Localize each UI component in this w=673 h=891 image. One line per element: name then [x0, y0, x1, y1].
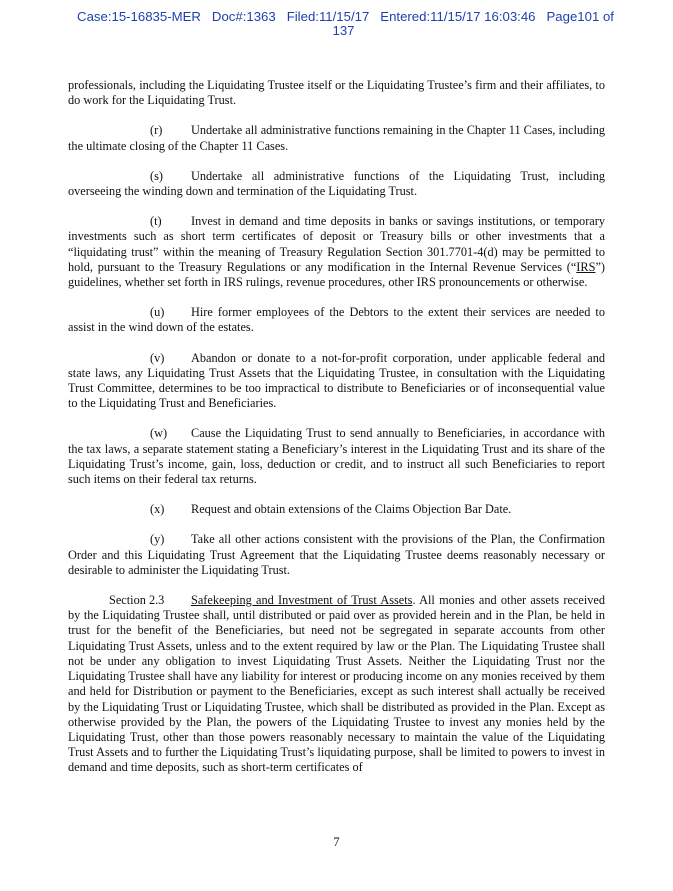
item-text: Hire former employees of the Debtors to the extent their services are needed to assist in the wind down of the estates. [68, 305, 605, 335]
item-label: (r) [150, 123, 163, 138]
list-item-t [68, 214, 605, 290]
list-item-x [68, 502, 605, 517]
item-label: (t) [150, 214, 162, 229]
document-body [68, 78, 605, 776]
list-item-s [68, 169, 605, 199]
filing-header-line-2: 137 [332, 23, 355, 38]
section-body: . All monies and other assets received by the Liquidating Trustee shall, until distributed or paid over as provided herein and in the Plan, be held in trust for the benefit of the Beneficiaries, but need not be segregated in separate accounts from other Liquidating Trust Assets, unless and to the extent required by law or the Plan. The Liquidating Trustee shall not be under any obligation to invest Liquidating Trust Assets. Neither the Liquidating Trust nor the Liquidating Trustee shall have any liability for interest or producing income on any monies received by them and held for Distribution or payment to the Beneficiaries, except as such interest shall actually be received by the Liquidating Trust or Liquidating Trustee, which shall be distributed as provided in the Plan. Except as otherwise provided by the Plan, the powers of the Liquidating Trustee to invest any monies held by the Liquidating Trust, other than those powers reasonably necessary to maintain the value of the Liquidating Trust Assets and to further the Liquidating Trust’s liquidating purpose, shall be limited to powers to invest in demand and time deposits, such as short-term certificates of [68, 593, 605, 775]
list-item-y [68, 532, 605, 578]
item-text: Request and obtain extensions of the Claims Objection Bar Date. [191, 502, 512, 517]
list-item-v [68, 351, 605, 412]
list-item-u [68, 305, 605, 335]
item-text: Invest in demand and time deposits in banks or savings institutions, or temporary investments such as short term certificates of deposit or Treasury bills or other investments that a “liquidating trust” within the meaning of Treasury Regulation Section 301.7701-4(d) may be permitted to hold, pursuant to the Treasury Regulations or any modification in the Internal Revenue Services (“ [68, 214, 605, 274]
item-text: Undertake all administrative functions of the Liquidating Trust, including overseeing the winding down and termination of the Liquidating Trust. [68, 168, 605, 199]
item-text: Abandon or donate to a not-for-profit corporation, under applicable federal and state laws, any Liquidating Trust Assets that the Liquidating Trustee, in consultation with the Liquidating Trust Committee, determines to be too impractical to distribute to Beneficiaries or of inconsequential value to the Liquidating Trust and Beneficiaries. [68, 350, 605, 411]
page-number: 7 [333, 835, 340, 849]
court-filing-header [0, 10, 673, 38]
item-label: (v) [150, 350, 165, 365]
item-label: (s) [150, 168, 163, 183]
section-number: Section 2.3 [109, 593, 165, 608]
item-text: Undertake all administrative functions remaining in the Chapter 11 Cases, including the ultimate closing of the Chapter 11 Cases. [68, 123, 605, 153]
section-heading: Safekeeping and Investment of Trust Assets [191, 593, 413, 608]
section-2-3-paragraph [68, 593, 605, 775]
item-label: (x) [150, 502, 165, 517]
item-text: Cause the Liquidating Trust to send annually to Beneficiaries, in accordance with the tax laws, a separate statement stating a Beneficiary’s interest in the Liquidating Trust and its share of the Liquidating Trust’s income, gain, loss, deduction or credit, and to instruct all such Beneficiaries to report such items on their federal tax returns. [68, 426, 605, 487]
continuation-paragraph: professionals, including the Liquidating Trustee itself or the Liquidating Trustee’s firm and their affiliates, to do work for the Liquidating Trust. [68, 78, 605, 108]
defined-term-irs: IRS [576, 259, 596, 274]
item-label: (u) [150, 305, 165, 320]
list-item-r [68, 123, 605, 153]
filing-header-line-1: Case:15-16835-MER Doc#:1363 Filed:11/15/17 Entered:11/15/17 16:03:46 Page101 of [77, 9, 614, 24]
item-label: (w) [150, 426, 168, 441]
item-label: (y) [150, 532, 165, 547]
list-item-w [68, 426, 605, 487]
item-text: Take all other actions consistent with the provisions of the Plan, the Confirmation Order and this Liquidating Trust Agreement that the Liquidating Trustee deems reasonably necessary or desirable to administer the Liquidating Trust. [68, 532, 605, 577]
item-text-after: ”) guidelines, whether set forth in IRS rulings, revenue procedures, other IRS pronouncements or otherwise. [68, 259, 605, 290]
